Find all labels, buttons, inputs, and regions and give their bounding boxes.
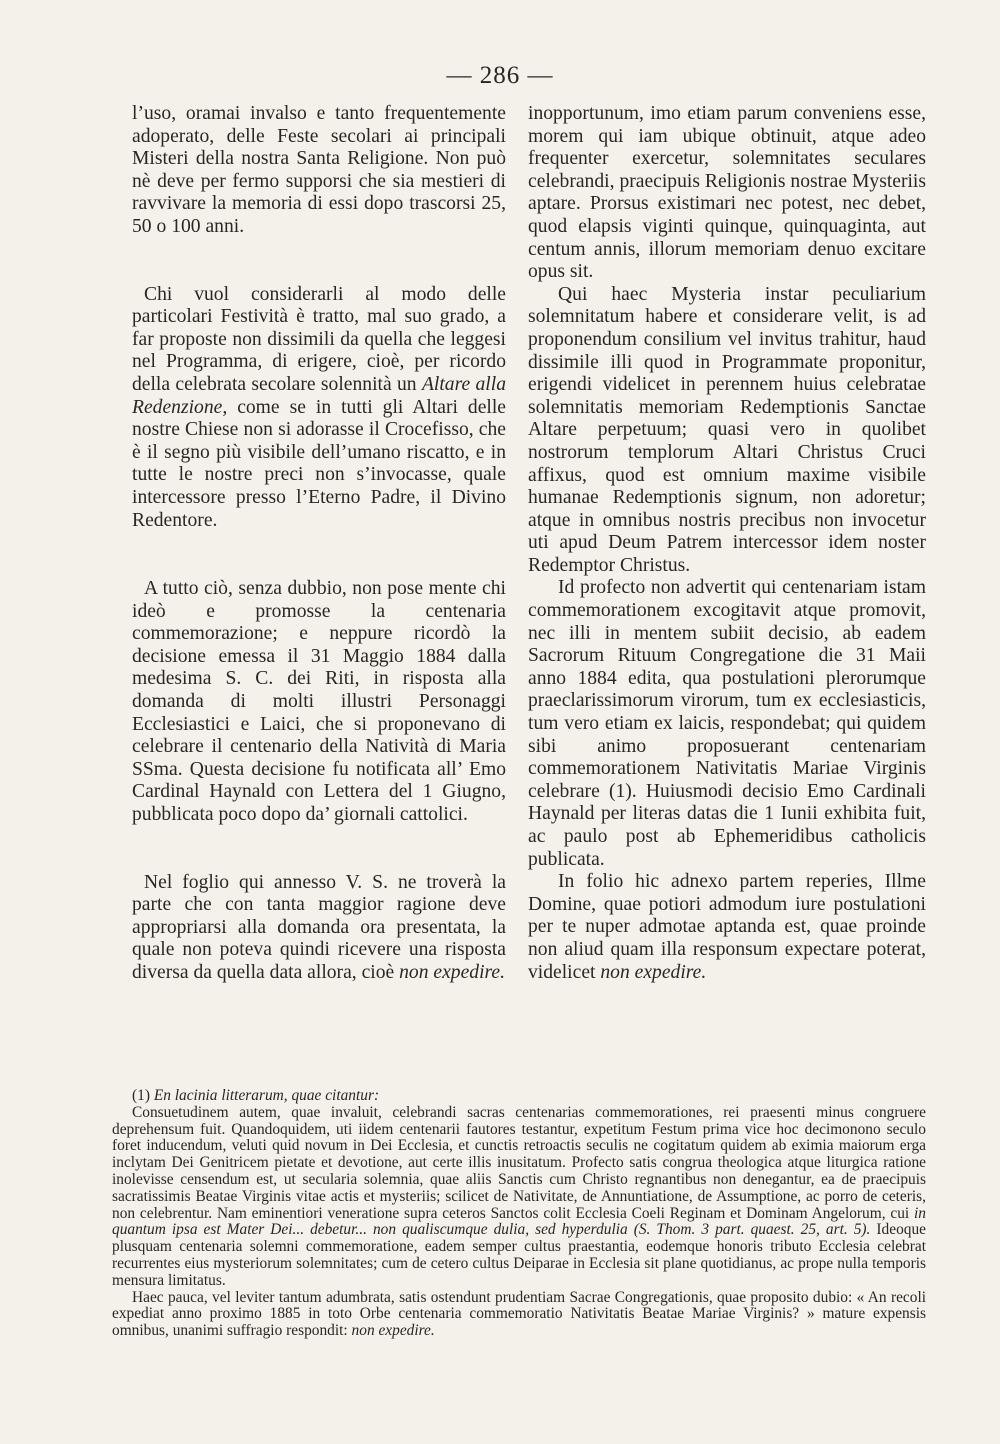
footnote-block	[112, 1088, 926, 1340]
left-paragraph-1: l’uso, oramai invalso e tanto frequentemente adoperato, delle Feste secolari ai principali Misteri della nostra Santa Religione. Non può nè deve per fermo supporsi che sia mestieri di ravvivare la memoria di essi dopo trascorsi 25, 50 o 100 anni.	[132, 103, 506, 237]
right-column-latin	[528, 103, 926, 984]
footnote-paragraph-2: Haec pauca, vel leviter tantum adumbrata, satis ostendunt prudentiam Sacrae Congregationis, quae proposito dubio: « An recoli expediat anno proximo 1885 in toto Orbe centenaria commemoratio Nativitatis Beatae Mariae Virginis? » mature expensis omnibus, unanimi suffragio respondit: non expedire.	[112, 1288, 926, 1340]
left-column-italian	[132, 103, 506, 985]
footnote-heading: (1) En lacinia litterarum, quae citantur:	[132, 1087, 380, 1104]
page-number: — 286 —	[446, 62, 554, 89]
right-paragraph-3: Id profecto non advertit qui centenariam istam commemorationem excogitavit atque promovit, nec illi in mentem subiit decisio, ab eadem Sacrorum Rituum Congregatione die 31 Maii anno 1884 edita, qua postulationi plerorumque praeclarissimorum virorum, tum ex ecclesiasticis, tum vero etiam ex laicis, respondebat; qui quidem sibi animo proposuerant centenariam commemorationem Nativitatis Mariae Virginis celebrare (1). Huiusmodi decisio Emo Cardinali Haynald per literas datas die 1 Iunii exhibita fuit, ac paulo post ab Ephemeridibus catholicis publicata.	[528, 577, 926, 870]
right-paragraph-4: In folio hic adnexo partem reperies, Illme Domine, quae potiori admodum iure postulationi per te nuper admotae aptanda est, quae proinde non aliud quam illa responsum expectare poterat, videlicet non expedire.	[528, 871, 926, 983]
left-paragraph-2: Chi vuol considerarli al modo delle particolari Festività è tratto, mal suo grado, a far proposte non dissimili da quella che leggesi nel Programma, di erigere, cioè, per ricordo della celebrata secolare solennità un Altare alla Redenzione, come se in tutti gli Altari delle nostre Chiese non si adorasse il Crocefisso, che è il segno più visibile dell’umano riscatto, e in tutte le nostre preci non s’invocasse, quale intercessore presso l’Eterno Padre, il Divino Redentore.	[132, 283, 506, 531]
left-paragraph-3: A tutto ciò, senza dubbio, non pose mente chi ideò e promosse la centenaria commemorazione; e neppure ricordò la decisione emessa il 31 Maggio 1884 dalla medesima S. C. dei Riti, in risposta alla domanda di molti illustri Personaggi Ecclesiastici e Laici, che si proponevano di celebrare il centenario della Natività di Maria SSma. Questa decisione fu notificata all’ Emo Cardinal Haynald con Lettera del 1 Giugno, pubblicata poco dopo da’ giornali cattolici.	[132, 578, 506, 826]
left-paragraph-4: Nel foglio qui annesso V. S. ne troverà la parte che con tanta maggior ragione deve appropriarsi alla domanda ora presentata, la quale non poteva quindi ricevere una risposta diversa da quella data allora, cioè non expedire.	[132, 871, 506, 983]
right-paragraph-2: Qui haec Mysteria instar peculiarium solemnitatum habere et considerare velit, is ad proponendum consilium vel invitus trahitur, haud dissimile illi quod in Programmate proponitur, erigendi videlicet in perennem huius celebratae solemnitatis memoriam Redemptionis Sanctae Altare perpetuum; quasi vero in quolibet nostrorum templorum Altari Christus Cruci affixus, quod est omnium maxime visibile humanae Redemptionis signum, non adoretur; atque in omnibus nostris precibus non invocetur uti apud Deum Patrem intercessor idem noster Redemptor Christus.	[528, 283, 926, 576]
right-paragraph-1: inopportunum, imo etiam parum conveniens esse, morem qui iam ubique obtinuit, atque adeo frequenter exercetur, solemnitates seculares celebrandi, praecipuis Religionis nostrae Mysteriis aptare. Prorsus existimari nec potest, nec debet, quod elapsis viginti quinque, quinquaginta, aut centum annis, illorum memoriam denuo excitare opus sit.	[528, 103, 926, 283]
footnote-paragraph-1: Consuetudinem autem, quae invaluit, celebrandi sacras centenarias commemorationes, rei praesenti minus congruere deprehensum fuit. Quandoquidem, uti iidem centenarii fautores testantur, expetitum Festum prima vice hoc decimonono seculo foret inducendum, veluti quid novum in Dei Ecclesia, et cunctis retroactis seculis ne cogitatum quidem ab eximia maiorum erga inclytam Dei Genitricem pietate et devotione, aut certe illis inusitatum. Profecto satis congrua theologica atque liturgica ratione inolevisse censendum est, ut secularia solemnia, quae aliis Sanctis cum Christo regnantibus non denegantur, ea de praecipuis sacratissimis Beatae Virginis vitae actis et mysteriis; scilicet de Nativitate, de Annuntiatione, de Assumptione, ac porro de ceteris, non celebrentur. Nam eminentiori veneratione supra ceteros Sanctos colit Ecclesia Coeli Reginam et Dominam Angelorum, cui in quantum ipsa est Mater Dei... debetur... non qualiscumque dulia, sed hyperdulia (S. Thom. 3 part. quaest. 25, art. 5). Ideoque plusquam centenaria solemni commemoratione, eadem semper cultus praestantia, eodemque honoris tributo Ecclesia celebrat recurrentes eius mysteriorum solemnitates; cum de cetero cultus Deiparae in Ecclesia sit plane quotidianus, ac prope nulla temporis mensura limitatus.	[112, 1103, 926, 1289]
